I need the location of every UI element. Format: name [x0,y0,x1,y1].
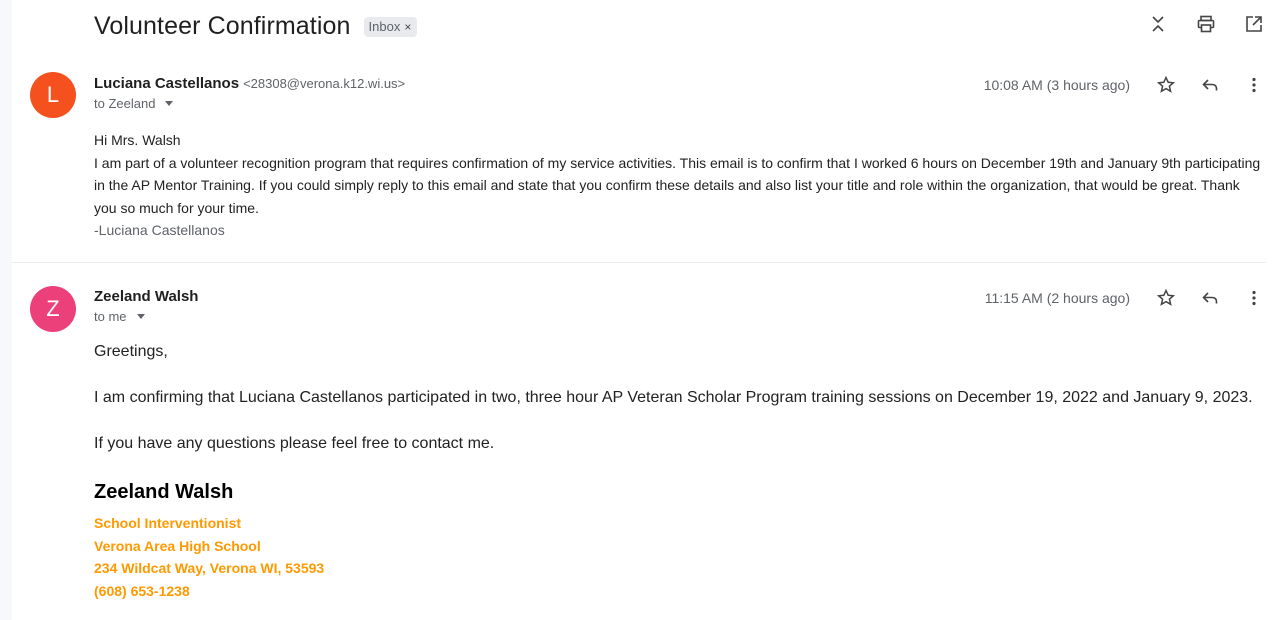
open-new-window-icon[interactable] [1242,12,1266,36]
message-time: 10:08 AM (3 hours ago) [983,77,1130,93]
subject-row [94,8,417,44]
signature-name: Zeeland Walsh [94,481,234,503]
message-paragraph: If you have any questions please feel free to contact me. [94,435,495,452]
sender-name[interactable]: Luciana Castellanos [94,75,240,92]
inbox-label-text: Inbox [368,19,401,34]
message-greeting: Greetings, [94,343,168,360]
collapse-all-icon[interactable] [1146,12,1170,36]
message-time: 11:15 AM (2 hours ago) [984,290,1130,306]
message-actions [984,73,1266,97]
recipients-text: to me [94,309,127,324]
message-text: I am part of a volunteer recognition program that requires confirmation of my service activities. This email is to confirm that I worked 6 hours on December 19th and January 9th participating in the AP Mentor Training. If you could simply reply to this email and state that you confirm these details and also list your title and role within the organization, that would be great. Thank you so much for your time. [94,154,1261,216]
thread-actions [1146,12,1266,36]
signature-title: School Interventionist [94,515,242,531]
star-icon[interactable] [1154,73,1178,97]
message-header [94,75,405,111]
avatar-letter: Z [46,296,60,321]
message-greeting: Hi Mrs. Walsh [94,132,181,148]
signature-phone: (608) 653-1238 [94,582,190,599]
email-subject: Volunteer Confirmation [94,11,351,40]
print-icon[interactable] [1194,12,1218,36]
message-header [94,288,198,324]
message-paragraph: I am confirming that Luciana Castellanos participated in two, three hour AP Veteran Scholar Program training sessions on December 19, 2022 and January 9, 2023. [94,389,1253,406]
signature-address: 234 Wildcat Way, Verona WI, 53593 [94,560,325,576]
message-body [94,129,1264,242]
more-vert-icon[interactable] [1242,286,1266,310]
recipients-text: to Zeeland [94,96,156,111]
chevron-down-icon [137,314,145,319]
message-body [94,340,1264,602]
left-strip [0,0,12,620]
recipients-dropdown[interactable] [94,96,405,111]
chevron-down-icon [165,101,173,106]
message-actions [985,286,1266,310]
sender-name[interactable]: Zeeland Walsh [94,288,199,305]
sender-email: <28308@verona.k12.wi.us> [243,76,406,91]
recipients-dropdown[interactable] [94,309,198,324]
star-icon[interactable] [1154,286,1178,310]
email-signature [94,481,1264,602]
more-vert-icon[interactable] [1242,73,1266,97]
reply-icon[interactable] [1198,286,1222,310]
remove-label-icon[interactable]: × [404,19,412,34]
avatar [30,72,76,118]
avatar-letter: L [46,82,60,107]
message-signature: -Luciana Castellanos [94,222,225,238]
signature-school: Verona Area High School [94,537,261,554]
message-divider [12,262,1266,263]
reply-icon[interactable] [1198,73,1222,97]
inbox-label-chip[interactable] [364,17,418,37]
avatar [30,286,76,332]
